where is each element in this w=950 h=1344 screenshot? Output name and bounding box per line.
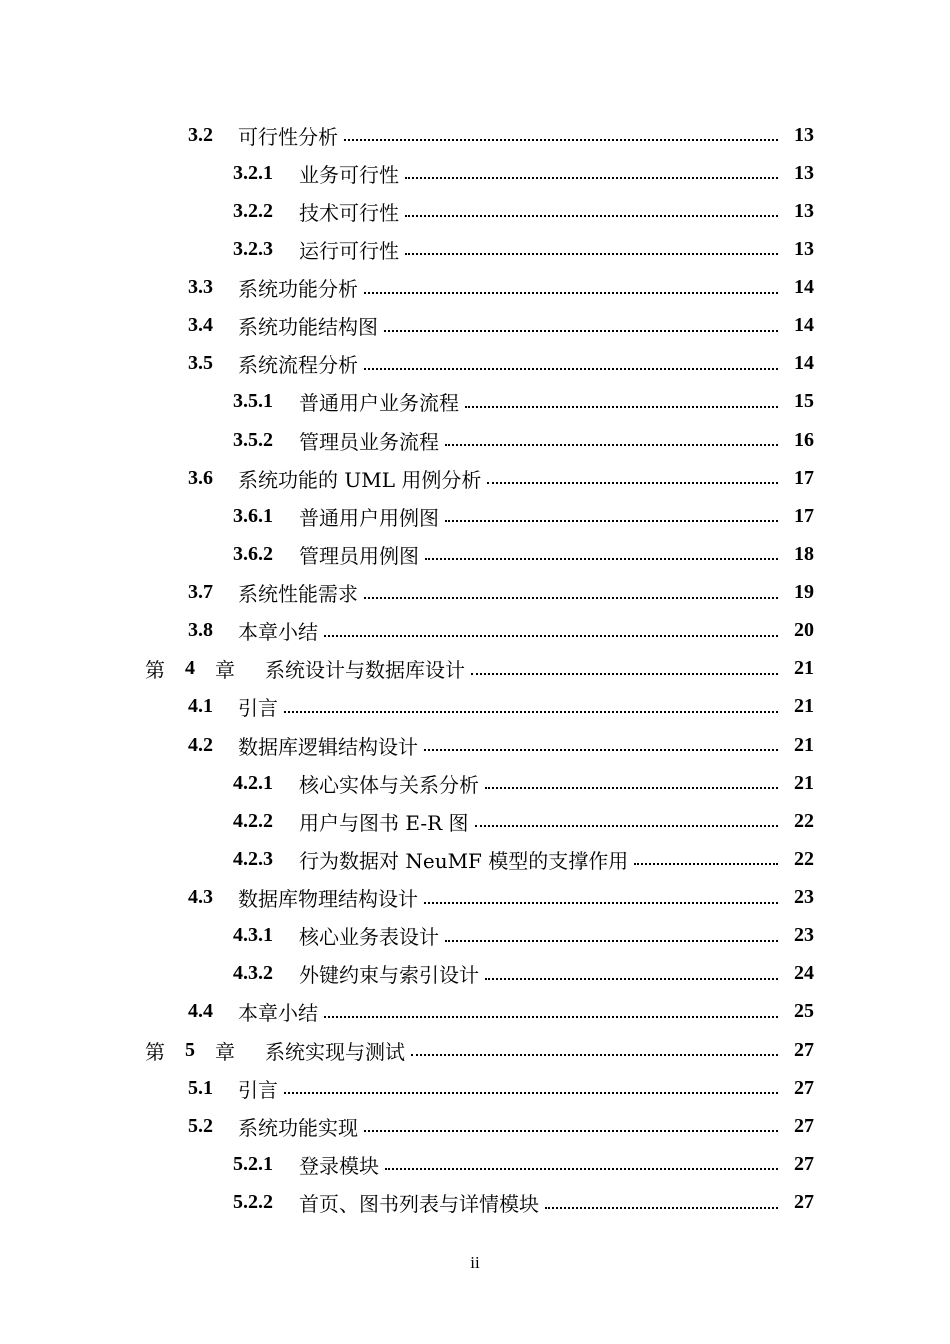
section-title: 系统功能结构图 <box>238 315 378 340</box>
toc-entry[interactable] <box>0 269 950 307</box>
dot-leader <box>424 902 778 904</box>
toc-entry[interactable] <box>0 574 950 612</box>
page-number: 21 <box>794 733 814 756</box>
section-title: 管理员业务流程 <box>299 429 439 454</box>
dot-leader <box>445 940 778 942</box>
section-number: 3.2 <box>188 123 213 146</box>
section-title: 登录模块 <box>299 1153 379 1178</box>
section-title: 系统性能需求 <box>238 582 358 607</box>
dot-leader <box>485 787 778 789</box>
dot-leader <box>485 978 778 980</box>
section-title: 普通用户业务流程 <box>299 391 459 416</box>
section-title: 行为数据对 NeuMF 模型的支撑作用 <box>299 848 629 873</box>
dot-leader <box>324 635 778 637</box>
toc-entry[interactable] <box>0 840 950 878</box>
chapter-prefix: 第 <box>145 658 165 683</box>
dot-leader <box>471 673 778 675</box>
section-title: 普通用户用例图 <box>299 505 439 530</box>
section-number: 3.5 <box>188 352 213 375</box>
section-title: 引言 <box>238 1077 278 1102</box>
toc-entry[interactable] <box>0 688 950 726</box>
page-number: 21 <box>794 771 814 794</box>
page-number: 27 <box>794 1114 814 1137</box>
table-of-contents <box>0 116 950 1222</box>
section-number: 3.2.1 <box>233 161 273 184</box>
section-title: 系统功能分析 <box>238 277 358 302</box>
section-title: 核心实体与关系分析 <box>299 772 479 797</box>
chapter-suffix: 章 <box>215 658 235 683</box>
dot-leader <box>324 1016 778 1018</box>
page-number: 14 <box>794 352 814 375</box>
section-title: 数据库逻辑结构设计 <box>238 734 418 759</box>
toc-chapter-entry[interactable] <box>0 1031 950 1069</box>
toc-entry[interactable] <box>0 230 950 268</box>
section-number: 3.7 <box>188 581 213 604</box>
section-title: 可行性分析 <box>238 124 338 149</box>
section-title: 引言 <box>238 696 278 721</box>
section-number: 4.2.2 <box>233 809 273 832</box>
toc-entry[interactable] <box>0 307 950 345</box>
page-number: 13 <box>794 237 814 260</box>
section-title: 管理员用例图 <box>299 543 419 568</box>
toc-entry[interactable] <box>0 535 950 573</box>
chapter-number: 5 <box>185 1038 195 1061</box>
dot-leader <box>405 253 778 255</box>
dot-leader <box>364 1130 778 1132</box>
dot-leader <box>487 482 778 484</box>
dot-leader <box>411 1054 778 1056</box>
section-number: 4.2.1 <box>233 771 273 794</box>
toc-entry[interactable] <box>0 345 950 383</box>
section-title: 技术可行性 <box>299 200 399 225</box>
section-number: 3.2.3 <box>233 237 273 260</box>
toc-entry[interactable] <box>0 383 950 421</box>
toc-entry[interactable] <box>0 802 950 840</box>
section-number: 3.5.1 <box>233 390 273 413</box>
toc-entry[interactable] <box>0 726 950 764</box>
chapter-prefix: 第 <box>145 1039 165 1064</box>
toc-entry[interactable] <box>0 612 950 650</box>
page-number: 25 <box>794 1000 814 1023</box>
dot-leader <box>545 1207 778 1209</box>
section-number: 3.5.2 <box>233 428 273 451</box>
page-number: 13 <box>794 161 814 184</box>
dot-leader <box>405 215 778 217</box>
section-number: 3.4 <box>188 314 213 337</box>
chapter-suffix: 章 <box>215 1039 235 1064</box>
section-number: 5.2.2 <box>233 1191 273 1214</box>
section-number: 4.1 <box>188 695 213 718</box>
section-number: 3.8 <box>188 619 213 642</box>
page-number: 17 <box>794 466 814 489</box>
dot-leader <box>385 1168 778 1170</box>
toc-entry[interactable] <box>0 1069 950 1107</box>
dot-leader <box>445 520 778 522</box>
section-number: 3.2.2 <box>233 199 273 222</box>
page-number: 18 <box>794 542 814 565</box>
section-title: 系统实现与测试 <box>265 1039 405 1064</box>
page-number: 22 <box>794 809 814 832</box>
section-title: 系统功能实现 <box>238 1115 358 1140</box>
page-number: 27 <box>794 1038 814 1061</box>
dot-leader <box>634 863 778 865</box>
section-title: 外键约束与索引设计 <box>299 963 479 988</box>
section-number: 5.1 <box>188 1076 213 1099</box>
page-number: 22 <box>794 847 814 870</box>
toc-chapter-entry[interactable] <box>0 650 950 688</box>
chapter-number: 4 <box>185 657 195 680</box>
section-number: 4.3 <box>188 886 213 909</box>
toc-entry[interactable] <box>0 879 950 917</box>
section-title: 系统流程分析 <box>238 353 358 378</box>
section-number: 5.2 <box>188 1114 213 1137</box>
page-number: 27 <box>794 1191 814 1214</box>
dot-leader <box>384 330 778 332</box>
page-number: 23 <box>794 886 814 909</box>
toc-entry[interactable] <box>0 1184 950 1222</box>
section-title: 本章小结 <box>238 1001 318 1026</box>
dot-leader <box>364 597 778 599</box>
section-title: 运行可行性 <box>299 238 399 263</box>
dot-leader <box>465 406 778 408</box>
page-number: 20 <box>794 619 814 642</box>
toc-entry[interactable] <box>0 955 950 993</box>
toc-entry[interactable] <box>0 1145 950 1183</box>
page-number: 17 <box>794 504 814 527</box>
section-title: 首页、图书列表与详情模块 <box>299 1192 539 1217</box>
section-title: 本章小结 <box>238 620 318 645</box>
page-number: 14 <box>794 276 814 299</box>
toc-entry[interactable] <box>0 459 950 497</box>
page-number: 19 <box>794 581 814 604</box>
toc-entry[interactable] <box>0 1107 950 1145</box>
page-number: 24 <box>794 962 814 985</box>
dot-leader <box>475 825 778 827</box>
page-number: 21 <box>794 695 814 718</box>
dot-leader <box>364 368 778 370</box>
section-title: 系统设计与数据库设计 <box>265 658 465 683</box>
toc-entry[interactable] <box>0 917 950 955</box>
page-number-footer: ii <box>470 1253 480 1272</box>
dot-leader <box>425 558 778 560</box>
section-number: 4.3.2 <box>233 962 273 985</box>
page-number: 27 <box>794 1152 814 1175</box>
section-title: 数据库物理结构设计 <box>238 887 418 912</box>
dot-leader <box>424 749 778 751</box>
page-number: 27 <box>794 1076 814 1099</box>
toc-entry[interactable] <box>0 993 950 1031</box>
section-number: 3.6.2 <box>233 542 273 565</box>
toc-entry[interactable] <box>0 154 950 192</box>
dot-leader <box>284 711 778 713</box>
section-number: 4.2.3 <box>233 847 273 870</box>
section-title: 业务可行性 <box>299 162 399 187</box>
section-title: 用户与图书 E-R 图 <box>299 810 469 835</box>
page-number: 13 <box>794 123 814 146</box>
dot-leader <box>284 1092 778 1094</box>
toc-entry[interactable] <box>0 497 950 535</box>
section-number: 5.2.1 <box>233 1152 273 1175</box>
toc-entry[interactable] <box>0 421 950 459</box>
chapter-label <box>145 654 265 683</box>
page-number: 23 <box>794 924 814 947</box>
chapter-label <box>145 1036 265 1065</box>
page-number: 13 <box>794 199 814 222</box>
page-number: 21 <box>794 657 814 680</box>
section-number: 3.3 <box>188 276 213 299</box>
page-number: 14 <box>794 314 814 337</box>
dot-leader <box>344 139 778 141</box>
section-number: 3.6 <box>188 466 213 489</box>
dot-leader <box>364 292 778 294</box>
section-number: 3.6.1 <box>233 504 273 527</box>
section-number: 4.2 <box>188 733 213 756</box>
section-number: 4.4 <box>188 1000 213 1023</box>
toc-entry[interactable] <box>0 116 950 154</box>
toc-entry[interactable] <box>0 764 950 802</box>
section-number: 4.3.1 <box>233 924 273 947</box>
section-title: 核心业务表设计 <box>299 925 439 950</box>
page-number: 16 <box>794 428 814 451</box>
page-number: 15 <box>794 390 814 413</box>
dot-leader <box>445 444 778 446</box>
dot-leader <box>405 177 778 179</box>
toc-entry[interactable] <box>0 192 950 230</box>
section-title: 系统功能的 UML 用例分析 <box>238 467 482 492</box>
